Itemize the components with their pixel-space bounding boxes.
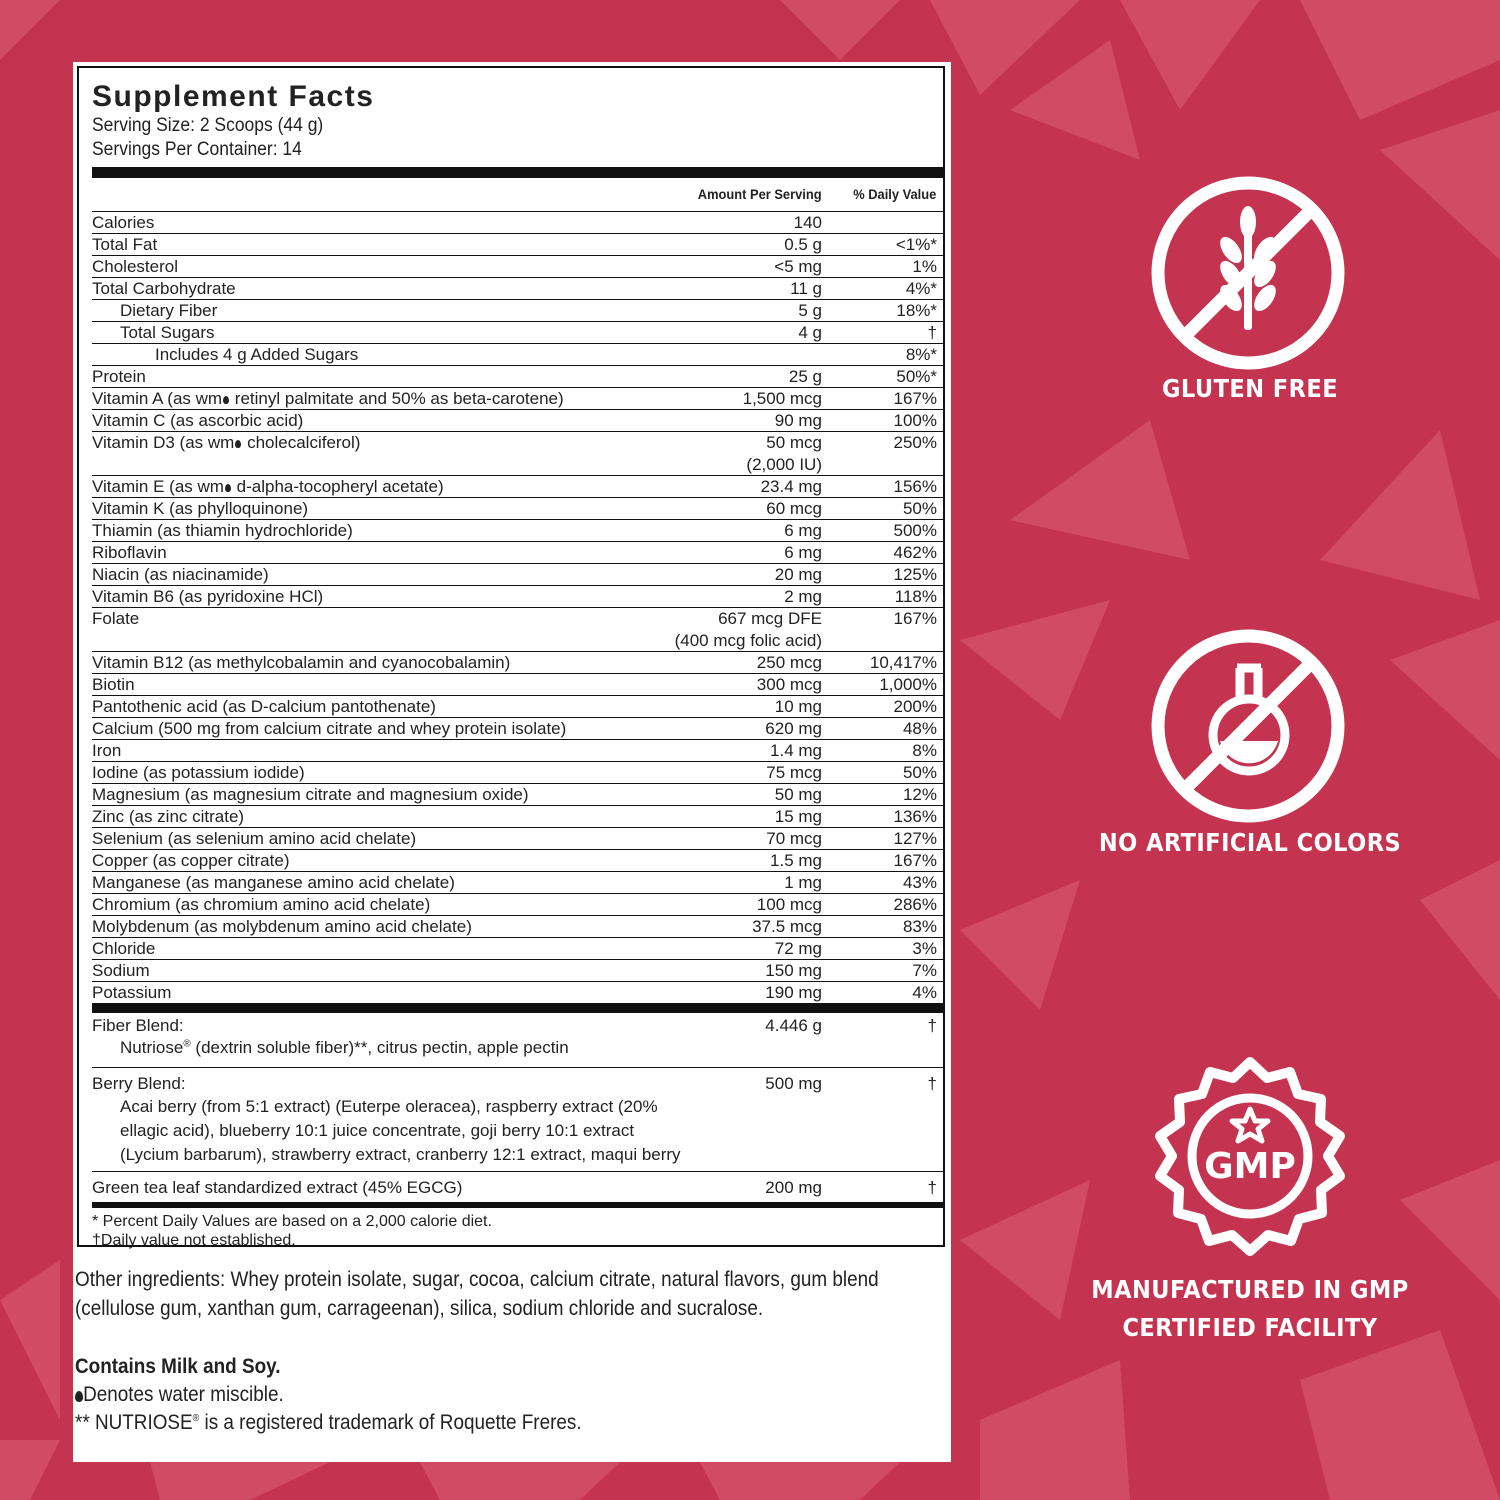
nutrient-name: Total Sugars [120,323,215,342]
blend-ingredients-line: ellagic acid), blueberry 10:1 juice concentrate, goji berry 10:1 extract [120,1121,635,1140]
nutrient-amount: 37.5 mcg [752,917,822,936]
nutrient-daily-value: 118% [894,587,937,606]
nutrient-row [92,938,944,960]
nutrient-name: Manganese (as manganese amino acid chelate) [92,873,455,892]
nutrient-name: Vitamin B12 (as methylcobalamin and cyanocobalamin) [92,653,511,672]
nutrient-name: Folate [92,609,140,628]
footnotes [92,1208,944,1252]
nutrient-name: Molybdenum (as molybdenum amino acid chelate) [92,917,472,936]
thick-divider [92,167,944,178]
fiber-blend-row [92,1013,944,1068]
nutrient-daily-value: 50% [902,499,937,518]
nutrient-name: Total Fat [92,235,158,254]
nutrient-daily-value: 3% [912,939,937,958]
other-ingredients-line: Other ingredients: Whey protein isolate, sugar, cocoa, calcium citrate, natural flavors, gum blend [75,1268,879,1291]
nutrient-amount: 50 mcg (2,000 IU) [746,433,822,474]
nutrient-row [92,740,944,762]
nutrient-daily-value: 462% [893,543,937,562]
gluten-free-label: GLUTEN FREE [1161,374,1339,403]
ingredient-dv: † [927,1178,937,1197]
nutrient-daily-value: 18%* [896,301,937,320]
nutrient-row [92,212,944,234]
gmp-seal-text: GMP [1204,1146,1296,1187]
nutrient-daily-value: 8%* [905,345,937,364]
serving-size: Serving Size: 2 Scoops (44 g) [92,115,324,136]
blend-amount: 4.446 g [765,1016,822,1035]
nutrient-daily-value: 83% [902,917,937,936]
nutrient-amount: 11 g [790,279,822,298]
nutrient-amount: 620 mg [765,719,822,738]
nutrient-name: Chloride [92,939,156,958]
nutrient-daily-value: 200% [893,697,937,716]
nutrient-amount: 5 g [798,301,822,320]
nutrient-name: Vitamin K (as phylloquinone) [92,499,309,518]
water-miscible-note: Denotes water miscible. [75,1381,863,1409]
nutrient-row [92,586,944,608]
water-drop-icon [223,396,229,404]
nutrient-amount: 23.4 mg [760,477,822,496]
nutrient-amount: 50 mg [774,785,822,804]
nutrient-row [92,828,944,850]
nutrient-row [92,916,944,938]
nutrient-row [92,234,944,256]
nutrient-daily-value: 125% [893,565,937,584]
footnote-dagger: †Daily value not established. [92,1232,296,1249]
blend-amount: 500 mg [765,1074,822,1093]
nutrient-amount: 6 mg [784,543,822,562]
nutrient-amount: 70 mcg [766,829,822,848]
nutrient-name: Calories [92,213,155,232]
nutrient-row [92,476,944,498]
water-drop-icon [225,484,231,492]
nutrient-daily-value: 10,417% [869,653,937,672]
nutrient-name: Selenium (as selenium amino acid chelate) [92,829,417,848]
nutrient-daily-value: 127% [893,829,937,848]
other-ingredients-line: (cellulose gum, xanthan gum, carrageenan), silica, sodium chloride and sucralose. [75,1297,764,1320]
nutrient-amount: 10 mg [774,697,822,716]
nutrient-daily-value: 167% [893,609,937,628]
nutrient-daily-value: † [927,323,937,342]
nutrient-name: Biotin [92,675,135,694]
nutrient-row [92,542,944,564]
thick-divider [92,1004,944,1013]
nutrient-daily-value: 4% [912,983,937,1002]
gmp-seal-icon [1145,1054,1355,1264]
daily-value-header: % Daily Value [852,186,936,202]
nutrient-name: Niacin (as niacinamide) [92,565,269,584]
no-gluten-icon [1145,170,1351,376]
nutrient-row [92,344,944,366]
nutrient-row [92,564,944,586]
nutrient-row [92,718,944,740]
nutrient-daily-value: 7% [912,961,937,980]
allergen-statement: Contains Milk and Soy. [75,1355,281,1378]
nutrient-amount: 150 mg [765,961,822,980]
nutrient-row [92,278,944,300]
nutrient-daily-value: 250% [893,433,937,452]
nutrient-row [92,410,944,432]
nutrient-daily-value: 167% [893,851,937,870]
gmp-label-line2: CERTIFIED FACILITY [1122,1313,1378,1342]
nutrient-name: Includes 4 g Added Sugars [155,345,359,364]
blend-dv: † [927,1074,937,1093]
nutrient-row [92,608,944,652]
nutrient-amount: 1.4 mg [770,741,822,760]
nutrient-amount: 72 mg [774,939,822,958]
nutrient-daily-value: <1%* [895,235,937,254]
nutrient-daily-value: 12% [902,785,937,804]
nutrient-name: Dietary Fiber [120,301,218,320]
nutrient-name: Iodine (as potassium iodide) [92,763,305,782]
green-tea-row [92,1172,944,1203]
nutrient-row [92,806,944,828]
nutrient-amount: 25 g [788,367,822,386]
nutrient-amount: 1,500 mcg [742,389,822,408]
nutrient-name: Vitamin B6 (as pyridoxine HCl) [92,587,324,606]
blend-name: Fiber Blend: [92,1016,184,1035]
blend-ingredients: Nutriose® (dextrin soluble fiber)**, citrus pectin, apple pectin [120,1038,569,1057]
nutrient-row [92,894,944,916]
nutrient-row [92,498,944,520]
nutrient-daily-value: 50% [902,763,937,782]
servings-per-container: Servings Per Container: 14 [92,139,302,160]
nutrient-amount: 15 mg [774,807,822,826]
nutrient-daily-value: 4%* [905,279,937,298]
nutrient-daily-value: 136% [893,807,937,826]
nutrient-name: Vitamin C (as ascorbic acid) [92,411,304,430]
nutrient-row [92,960,944,982]
blend-name: Berry Blend: [92,1074,186,1093]
trademark-note: ** NUTRIOSE® is a registered trademark of Roquette Freres. [75,1411,582,1434]
nutrient-row [92,300,944,322]
nutrient-amount: 140 [793,213,822,232]
nutrient-row [92,762,944,784]
water-drop-icon [75,1391,83,1402]
nutrient-name: Chromium (as chromium amino acid chelate) [92,895,431,914]
nutrient-amount: 250 mcg [756,653,822,672]
nutrient-amount: 0.5 g [784,235,822,254]
nutrient-name: Magnesium (as magnesium citrate and magnesium oxide) [92,785,529,804]
nutrient-amount: 2 mg [784,587,822,606]
nutrient-amount: 20 mg [774,565,822,584]
nutrient-name: Pantothenic acid (as D-calcium pantothenate) [92,697,436,716]
nutrient-name: Vitamin D3 (as wm cholecalciferol) [92,433,361,452]
label-panel [73,62,951,1462]
nutrient-name: Vitamin A (as wm retinyl palmitate and 50% as beta-carotene) [92,389,564,408]
column-header [92,178,944,212]
nutrient-row [92,674,944,696]
nutrient-daily-value: 500% [893,521,937,540]
water-drop-icon [235,440,241,448]
blend-dv: † [927,1016,937,1035]
nutrient-row [92,432,944,476]
berry-blend-row [92,1068,944,1172]
no-artificial-colors-icon [1145,623,1351,829]
nutrient-row [92,652,944,674]
nutrient-amount: 60 mcg [766,499,822,518]
nutrient-amount: 100 mcg [756,895,822,914]
nutrient-name: Vitamin E (as wm d-alpha-tocopheryl acetate) [92,477,444,496]
nutrient-daily-value: 50%* [896,367,937,386]
nutrient-row [92,366,944,388]
nutrient-amount: 667 mcg DFE (400 mcg folic acid) [674,609,822,650]
nutrient-amount: 1.5 mg [770,851,822,870]
nutrient-name: Protein [92,367,146,386]
nutrient-amount: <5 mg [774,257,822,276]
supplement-facts-title: Supplement Facts [92,80,375,113]
nutrient-daily-value: 156% [893,477,937,496]
nutrient-amount: 6 mg [784,521,822,540]
nutrient-name: Thiamin (as thiamin hydrochloride) [92,521,353,540]
nutrient-name: Iron [92,741,122,760]
nutrient-daily-value: 48% [902,719,937,738]
nutrient-row [92,850,944,872]
nutrient-daily-value: 167% [893,389,937,408]
nutrient-name: Sodium [92,961,150,980]
nutrient-row [92,322,944,344]
nutrient-daily-value: 43% [902,873,937,892]
nutrient-daily-value: 1% [912,257,937,276]
nutrient-name: Riboflavin [92,543,167,562]
nutrient-amount: 90 mg [774,411,822,430]
nutrient-name: Calcium (500 mg from calcium citrate and whey protein isolate) [92,719,567,738]
supplement-facts-box [77,66,945,1247]
nutrient-amount: 300 mcg [756,675,822,694]
nutrient-daily-value: 286% [893,895,937,914]
nutrient-row [92,784,944,806]
nutrient-row [92,982,944,1004]
nutrient-row [92,696,944,718]
nutrient-name: Copper (as copper citrate) [92,851,290,870]
nutrient-name: Zinc (as zinc citrate) [92,807,245,826]
nutrient-daily-value: 8% [912,741,937,760]
nutrient-row [92,256,944,278]
blend-ingredients-line: (Lycium barbarum), strawberry extract, cranberry 12:1 extract, maqui berry [120,1145,681,1164]
ingredient-amount: 200 mg [765,1178,822,1197]
blend-ingredients-line: Acai berry (from 5:1 extract) (Euterpe oleracea), raspberry extract (20% [120,1097,658,1116]
no-artificial-colors-label: NO ARTIFICIAL COLORS [1098,828,1402,857]
nutrient-name: Cholesterol [92,257,178,276]
nutrient-amount: 190 mg [765,983,822,1002]
ingredient-name: Green tea leaf standardized extract (45% EGCG) [92,1178,463,1197]
nutrient-amount: 4 g [798,323,822,342]
gmp-label-line1: MANUFACTURED IN GMP [1091,1275,1409,1304]
nutrient-row [92,872,944,894]
nutrient-row [92,388,944,410]
nutrient-daily-value: 100% [893,411,937,430]
nutrient-amount: 75 mcg [766,763,822,782]
nutrient-amount: 1 mg [784,873,822,892]
amount-per-serving-header: Amount Per Serving [698,186,822,202]
nutrient-name: Total Carbohydrate [92,279,236,298]
nutrient-table [92,212,944,1004]
footnote-percent-dv: * Percent Daily Values are based on a 2,000 calorie diet. [92,1213,492,1230]
nutrient-daily-value: 1,000% [879,675,937,694]
nutrient-row [92,520,944,542]
nutrient-name: Potassium [92,983,172,1002]
